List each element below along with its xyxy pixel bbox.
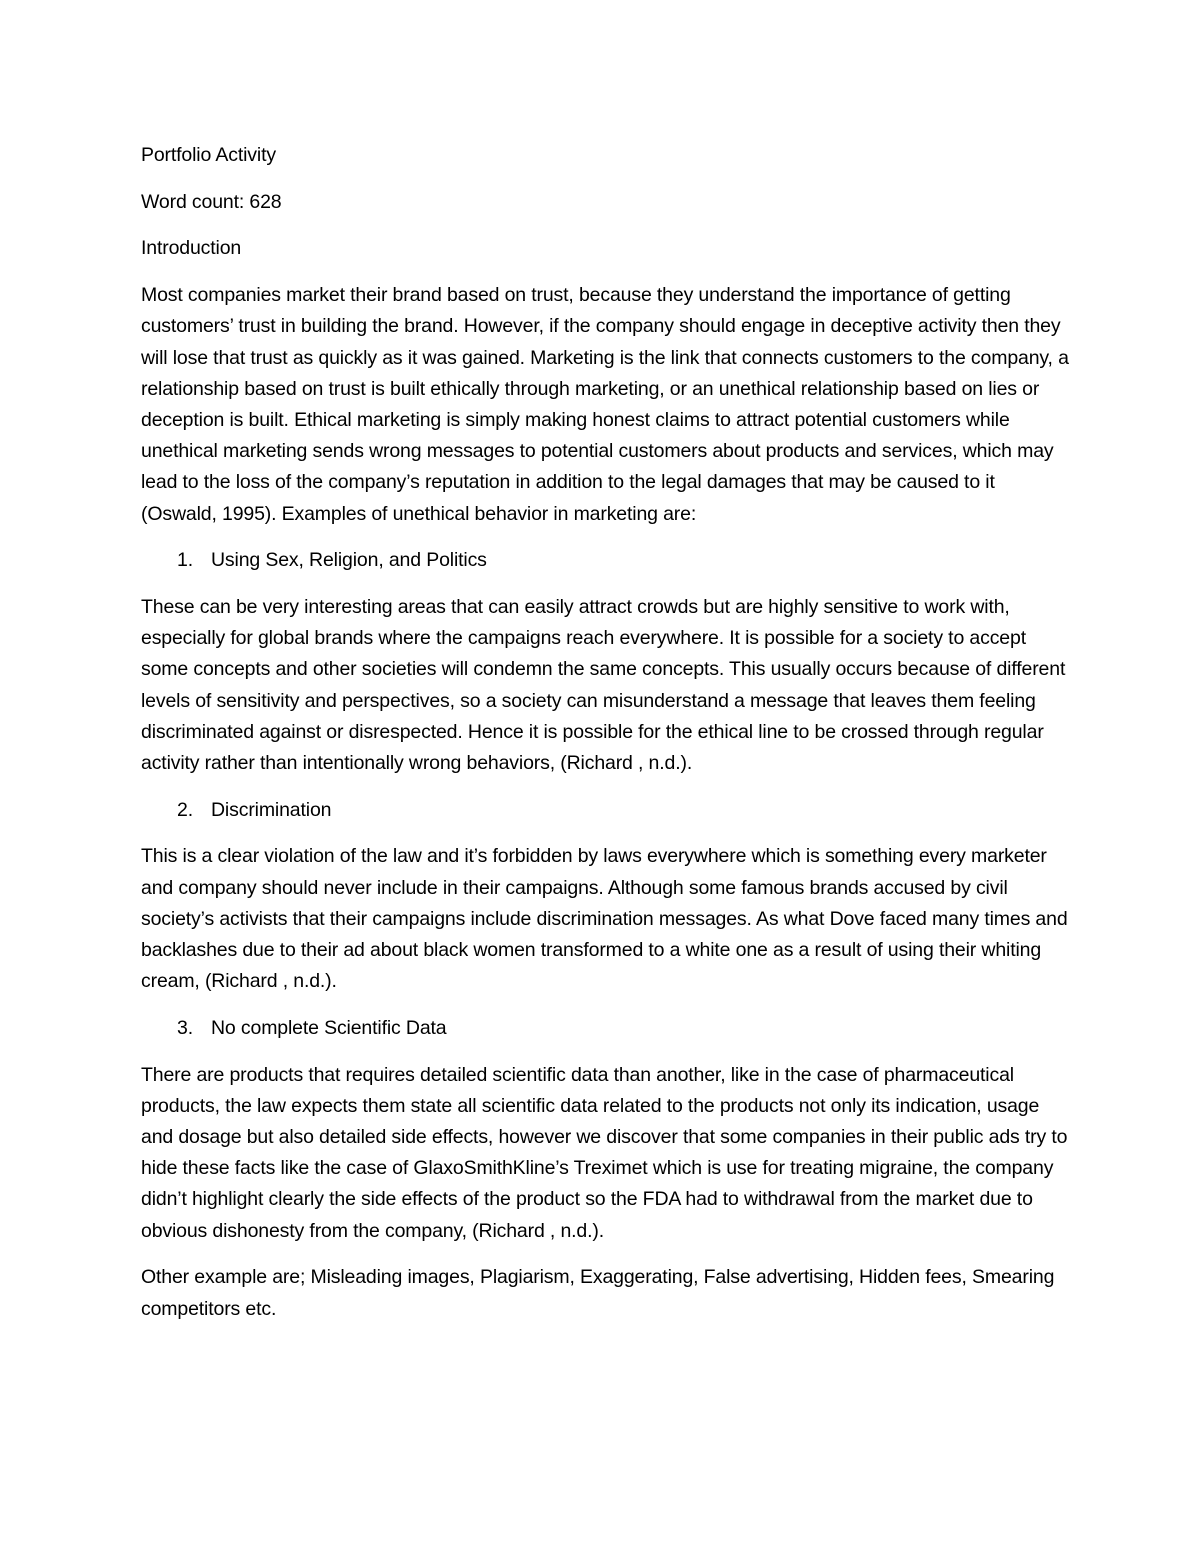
- list-heading-1: Using Sex, Religion, and Politics: [211, 549, 487, 572]
- document-title: Portfolio Activity: [141, 144, 276, 166]
- list-item-1: [141, 545, 1071, 576]
- list-number-1: 1.: [177, 549, 193, 572]
- list-item-2: [141, 795, 1071, 826]
- introduction-heading: Introduction: [141, 237, 242, 260]
- word-count: Word count: 628: [141, 190, 282, 213]
- list-paragraph-2: This is a clear violation of the law and it’s forbidden by laws everywhere which is something every marketer and company should never include in their campaigns. Although some famous brands accused by civil society’s activists that their campaigns include discrimination messages. As what Dove faced many times and backlashes due to their ad about black women transformed to a white one as a result of using their whiting cream, (Richard , n.d.).: [141, 845, 1068, 993]
- closing-paragraph: Other example are; Misleading images, Plagiarism, Exaggerating, False advertising, Hidden fees, Smearing competitors etc.: [141, 1266, 1055, 1320]
- introduction-paragraph: Most companies market their brand based on trust, because they understand the importance of getting customers’ trust in building the brand. However, if the company should engage in deceptive activity then they will lose that trust as quickly as it was gained. Marketing is the link that connects customers to the company, a relationship based on trust is built ethically through marketing, or an unethical relationship based on lies or deception is built. Ethical marketing is simply making honest claims to attract potential customers while unethical marketing sends wrong messages to potential customers about products and services, which may lead to the loss of the company’s reputation in addition to the legal damages that may be caused to it (Oswald, 1995). Examples of unethical behavior in marketing are:: [141, 284, 1069, 525]
- list-paragraph-1: These can be very interesting areas that can easily attract crowds but are highly sensitive to work with, especially for global brands where the campaigns reach everywhere. It is possible for a society to accept some concepts and other societies will condemn the same concepts. This usually occurs because of different levels of sensitivity and perspectives, so a society can misunderstand a message that leaves them feeling discriminated against or disrespected. Hence it is possible for the ethical line to be crossed through regular activity rather than intentionally wrong behaviors, (Richard , n.d.).: [141, 595, 1066, 774]
- list-number-3: 3.: [177, 1016, 193, 1039]
- list-item-3: [141, 1013, 1071, 1044]
- list-heading-2: Discrimination: [211, 798, 332, 821]
- list-paragraph-3: There are products that requires detailed scientific data than another, like in the case of pharmaceutical products, the law expects them state all scientific data related to the products not only its indication, usage and dosage but also detailed side effects, however we discover that some companies in their public ads try to hide these facts like the case of GlaxoSmithKline’s Treximet which is use for treating migraine, the company didn’t highlight clearly the side effects of the product so the FDA had to withdrawal from the market due to obvious dishonesty from the company, (Richard , n.d.).: [141, 1063, 1068, 1242]
- document-page: [141, 140, 1071, 1340]
- list-number-2: 2.: [177, 798, 193, 821]
- list-heading-3: No complete Scientific Data: [211, 1016, 447, 1039]
